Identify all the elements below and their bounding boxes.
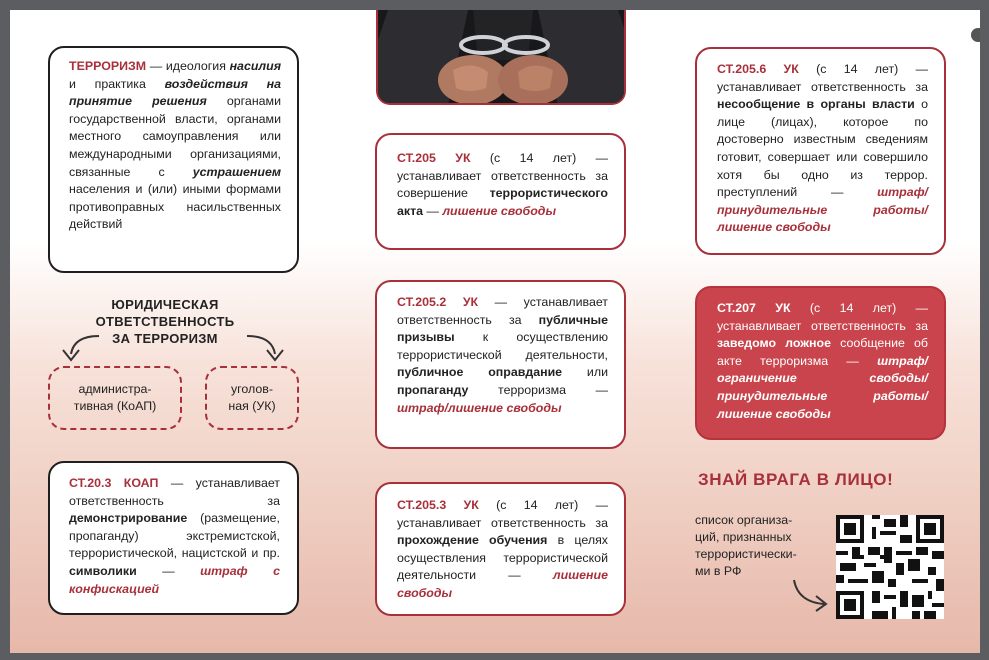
- window-edge: [971, 28, 980, 42]
- uk-205-card: СТ.205 УК (с 14 лет) — устанавливает ответственность за совершение террористического акта — лишение свободы: [375, 133, 626, 250]
- liability-heading: ЮРИДИЧЕСКАЯ ОТВЕТСТВЕННОСТЬ ЗА ТЕРРОРИЗМ: [95, 297, 235, 346]
- terrorism-definition-text: ТЕРРОРИЗМ — идеология насилия и практика воздействия на принятие решения органами государственной власти, органами местного самоуправления или международными организациями, связанные с устрашением населения и (или) иными формами противоправных насильственных действий: [69, 59, 281, 232]
- handcuffs-photo: [376, 10, 626, 105]
- uk-207-card: СТ.207 УК (с 14 лет) — устанавливает ответственность за заведомо ложное сообщение об акте терроризма — штраф/ ограничение свободы/ принудительные работы/ лишение свободы: [695, 286, 946, 440]
- curved-arrow-icon: [788, 576, 832, 614]
- arrow-right-icon: [242, 328, 292, 364]
- koap-20-3-card: СТ.20.3 КОАП — устанавливает ответственность за демонстрирование (размещение, пропаганду) экстремистской, террористической, нацистской и пр. символики — штраф с конфискацией: [48, 461, 299, 615]
- terrorism-definition-card: [48, 46, 299, 273]
- uk-205-2-card: СТ.205.2 УК — устанавливает ответственность за публичные призывы к осуществлению террористической деятельности, публичное оправдание или пропаганду терроризма — штраф/лишение свободы: [375, 280, 626, 449]
- administrative-liability-box: администра- тивная (КоАП): [48, 366, 182, 430]
- know-enemy-slogan: ЗНАЙ ВРАГА В ЛИЦО!: [698, 470, 894, 489]
- terror-org-list-caption: список организа- ций, признанных террористически- ми в РФ: [695, 513, 797, 578]
- leaflet-page: [10, 10, 980, 653]
- uk-205-3-card: СТ.205.3 УК (с 14 лет) — устанавливает ответственность за прохождение обучения в целях осуществления террористической деятельности — лишение свободы: [375, 482, 626, 616]
- arrow-left-icon: [54, 328, 104, 364]
- uk-205-6-card: СТ.205.6 УК (с 14 лет) — устанавливает ответственность за несообщение в органы власти о лице (лицах), которое по достоверно известным сведениям готовит, совершает или совершило хотя бы одно из террор. преступлений — штраф/принудительные работы/ лишение свободы: [695, 47, 946, 255]
- qr-code-icon[interactable]: [836, 515, 944, 619]
- criminal-liability-box: уголов- ная (УК): [205, 366, 299, 430]
